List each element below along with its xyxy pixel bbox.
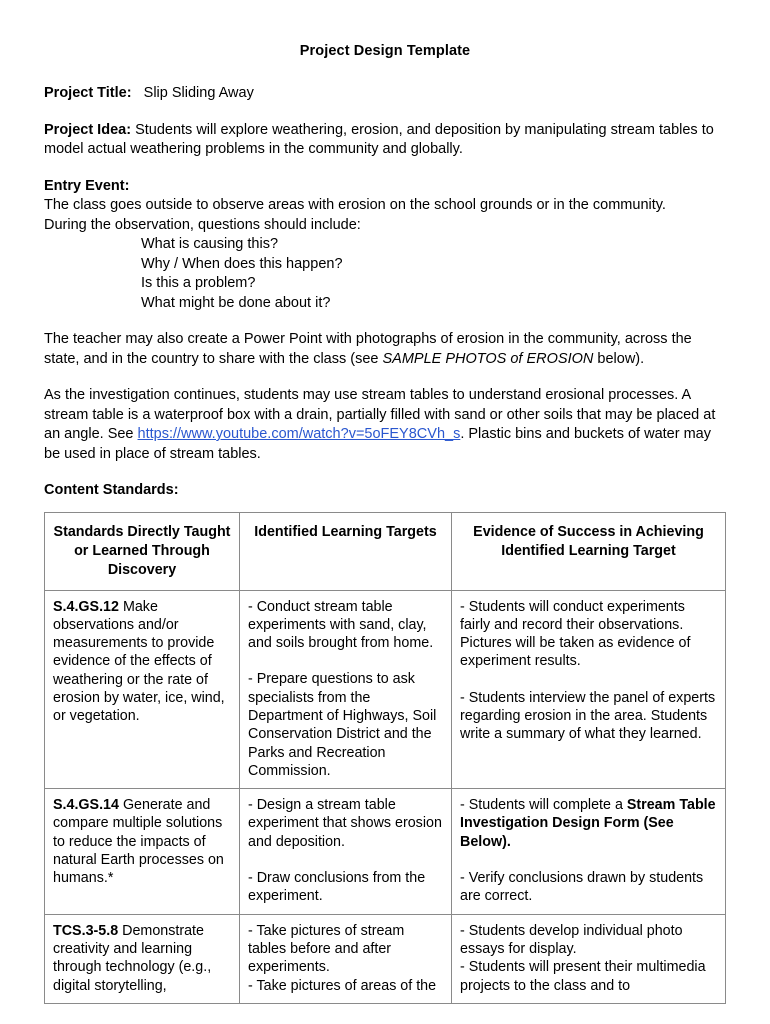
standard-code: TCS.3-5.8: [53, 922, 119, 939]
table-row: [45, 789, 726, 914]
project-title-label: Project Title:: [44, 85, 132, 101]
standard-description: [53, 922, 231, 995]
youtube-link[interactable]: https://www.youtube.com/watch?v=5oFEY8CVh_s: [137, 426, 461, 442]
learning-targets-cell: [240, 590, 452, 789]
evidence-cell: [452, 789, 726, 914]
learning-targets-cell: [240, 789, 452, 914]
entry-event-question: Why / When does this happen?: [141, 255, 343, 272]
learning-target-item: - Take pictures of stream tables before and after experiments.: [248, 922, 405, 976]
table-header-row: [45, 512, 726, 590]
evidence-item: [460, 796, 717, 851]
powerpoint-paragraph: [44, 330, 726, 369]
entry-event-line-2: During the observation, questions should include:: [44, 216, 361, 233]
entry-event-heading: Entry Event:: [44, 177, 130, 194]
entry-event-question: What is causing this?: [141, 236, 279, 252]
standard-description: [53, 598, 231, 726]
evidence-item: - Students will conduct experiments fairly and record their observations. Pictures will be taken as evidence of experiment results.: [460, 598, 691, 670]
entry-event-block: [44, 177, 726, 314]
column-header-standards: Standards Directly Taught or Learned Through Discovery: [45, 512, 240, 590]
standard-description: [53, 796, 231, 887]
content-standards-table: [44, 512, 726, 1004]
evidence-lead-text: - Students will complete a: [460, 797, 627, 814]
standard-code: S.4.GS.14: [53, 797, 119, 814]
powerpoint-text-before: The teacher may also create a Power Point with photographs of erosion in the community, across the state, and in the country to share with the class (see: [44, 331, 692, 367]
learning-target-item: - Take pictures of areas of the: [248, 977, 437, 994]
learning-target-item: - Draw conclusions from the experiment.: [248, 870, 426, 905]
standard-cell: [45, 914, 240, 1003]
entry-event-line-1: The class goes outside to observe areas with erosion on the school grounds or in the community.: [44, 197, 666, 213]
column-header-learning-targets: Identified Learning Targets: [240, 512, 452, 590]
standard-text: Generate and compare multiple solutions to reduce the impacts of natural Earth processes on humans.*: [53, 797, 224, 887]
standard-code: S.4.GS.12: [53, 598, 119, 615]
stream-table-text-after: . Plastic bins and buckets of water may be used in place of stream tables.: [44, 426, 711, 462]
page-title: Project Design Template: [299, 43, 471, 59]
standard-text: Demonstrate creativity and learning through technology (e.g., digital storytelling,: [53, 922, 212, 994]
learning-targets-cell: [240, 914, 452, 1003]
project-title-value: Slip Sliding Away: [143, 85, 254, 101]
content-standards-heading: Content Standards:: [44, 482, 179, 498]
stream-table-text-before: As the investigation continues, students may use stream tables to understand erosional processes. A stream table is a waterproof box with a drain, partially filled with sand or other soils that may be placed at an angle. See: [44, 387, 716, 442]
stream-table-paragraph: [44, 386, 726, 464]
learning-target-item: - Prepare questions to ask specialists from the Department of Highways, Soil Conservation District and the Parks and Recreation Commission.: [248, 671, 437, 779]
project-title-spacer: [136, 85, 144, 101]
standard-text: Make observations and/or measurements to provide evidence of the effects of weathering or the rate of erosion by water, ice, wind, or vegetation.: [53, 598, 225, 725]
evidence-item: - Verify conclusions drawn by students are correct.: [460, 870, 704, 905]
evidence-item: - Students will present their multimedia projects to the class and to: [460, 959, 706, 994]
table-row: [45, 914, 726, 1003]
evidence-item: - Students interview the panel of experts regarding erosion in the area. Students write a summary of what they learned.: [460, 689, 716, 743]
powerpoint-text-after: below).: [593, 350, 645, 367]
evidence-cell: [452, 590, 726, 789]
learning-target-item: - Design a stream table experiment that shows erosion and deposition.: [248, 797, 442, 850]
design-form-reference: Stream Table Investigation Design Form (See Below).: [460, 797, 716, 850]
learning-target-item: - Conduct stream table experiments with sand, clay, and soils brought from home.: [248, 598, 434, 652]
evidence-cell: [452, 914, 726, 1003]
project-idea-paragraph: [44, 121, 726, 160]
standard-cell: [45, 789, 240, 914]
table-row: [45, 590, 726, 789]
sample-photos-reference: SAMPLE PHOTOS of EROSION: [382, 350, 594, 367]
standard-cell: [45, 590, 240, 789]
project-title-line: [44, 84, 726, 104]
project-idea-text: Students will explore weathering, erosion, and deposition by manipulating stream tables to model actual weathering problems in the community and globally.: [44, 121, 714, 157]
column-header-evidence: Evidence of Success in Achieving Identified Learning Target: [452, 512, 726, 590]
entry-event-question: What might be done about it?: [141, 294, 331, 311]
evidence-item: - Students develop individual photo essays for display.: [460, 922, 683, 957]
project-idea-label: Project Idea:: [44, 121, 132, 138]
entry-event-question: Is this a problem?: [141, 275, 256, 291]
